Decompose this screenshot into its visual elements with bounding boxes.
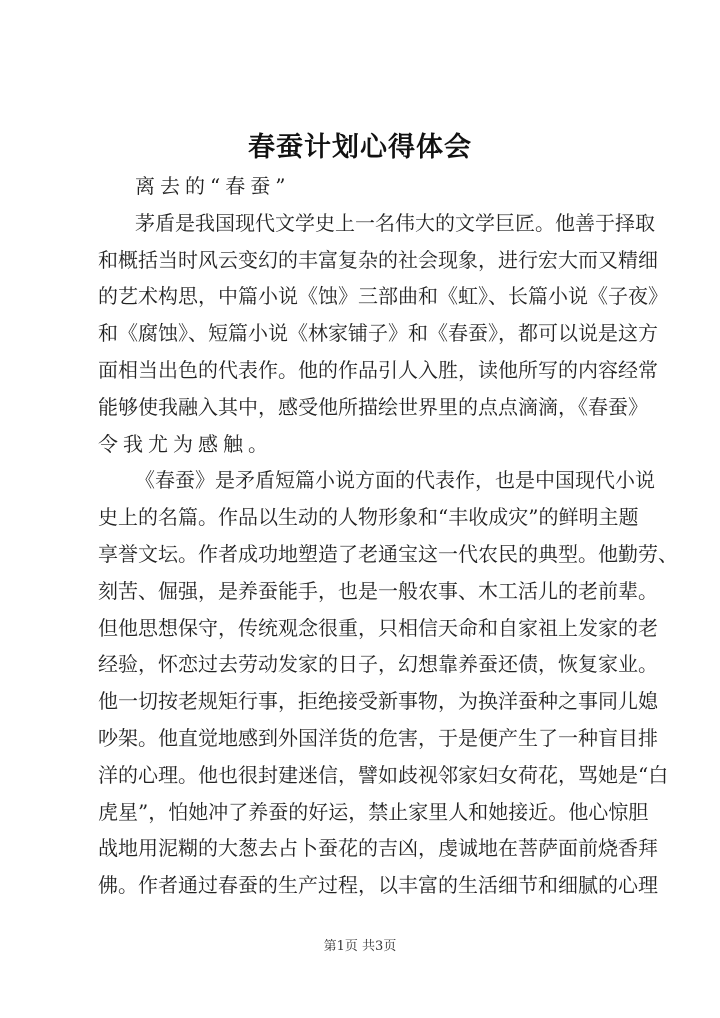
document-title: 春蚕计划心得体会	[248, 132, 472, 163]
text-line: 刻苦、倔强，是养蚕能手，也是一般农事、木工活儿的老前辈。	[98, 578, 658, 603]
text-line: 面相当出色的代表作。他的作品引人入胜，读他所写的内容经常	[98, 357, 658, 382]
document-body	[98, 168, 678, 904]
text-line: 令我尤为感触。	[98, 431, 273, 456]
text-line: 经验，怀恋过去劳动发家的日子，幻想靠养蚕还债，恢复家业。	[98, 652, 658, 677]
text-line: 《春蚕》是矛盾短篇小说方面的代表作，也是中国现代小说	[135, 468, 655, 493]
text-line: 洋的心理。他也很封建迷信，譬如歧视邻家妇女荷花，骂她是“白	[98, 762, 669, 787]
text-line: 离去的“春蚕”	[135, 174, 291, 198]
text-line: 和《腐蚀》、短篇小说《林家铺子》和《春蚕》，都可以说是这方	[98, 321, 658, 346]
page-footer: 第1页 共3页	[323, 939, 397, 954]
text-line: 享誉文坛。作者成功地塑造了老通宝这一代农民的典型。他勤劳、	[98, 541, 678, 566]
text-line: 茅盾是我国现代文学史上一名伟大的文学巨匠。他善于择取	[135, 210, 655, 235]
text-line: 但他思想保守，传统观念很重，只相信天命和自家祖上发家的老	[98, 615, 658, 640]
text-line: 的艺术构思，中篇小说《蚀》三部曲和《虹》、长篇小说《子夜》	[98, 284, 668, 309]
paragraph	[98, 462, 678, 904]
text-line: 能够使我融入其中，感受他所描绘世界里的点点滴滴，《春蚕》	[98, 394, 648, 419]
text-line: 虎星”，怕她冲了养蚕的好运，禁止家里人和她接近。他心惊胆	[98, 799, 649, 824]
text-line: 吵架。他直觉地感到外国洋货的危害，于是便产生了一种盲目排	[98, 725, 658, 750]
paragraph	[98, 168, 629, 205]
text-line: 史上的名篇。作品以生动的人物形象和“丰收成灾”的鲜明主题	[98, 505, 639, 530]
text-line: 战地用泥糊的大葱去占卜蚕花的吉凶，虔诚地在菩萨面前烧香拜	[98, 836, 658, 861]
text-line: 他一切按老规矩行事，拒绝接受新事物，为换洋蚕种之事同儿媳	[98, 689, 658, 714]
text-line: 和概括当时风云变幻的丰富复杂的社会现象，进行宏大而又精细	[98, 247, 658, 272]
paragraph	[98, 205, 668, 463]
text-line: 佛。作者通过春蚕的生产过程，以丰富的生活细节和细腻的心理	[98, 873, 658, 898]
